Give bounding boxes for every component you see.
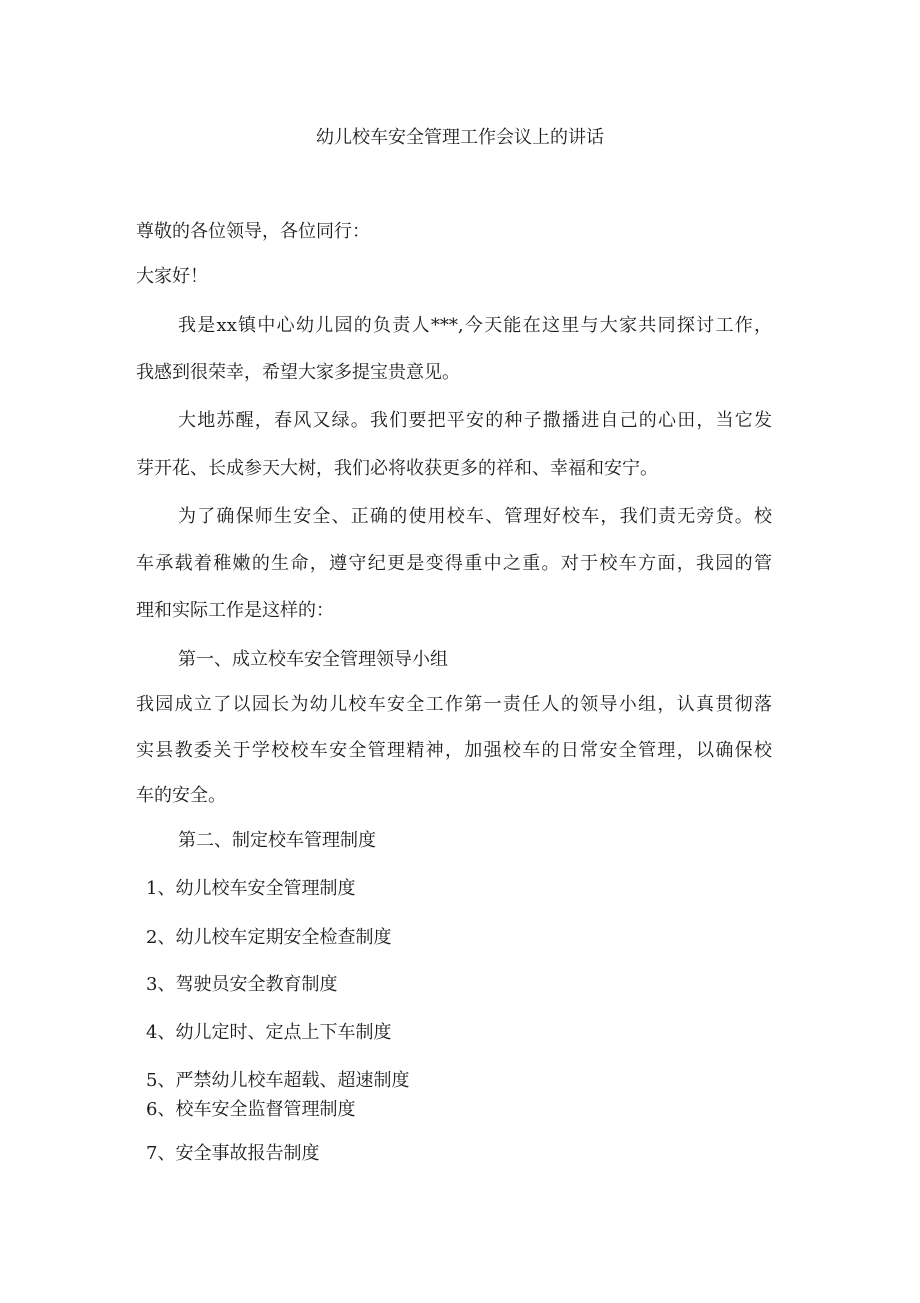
list-item: 7、安全事故报告制度 [146, 1143, 320, 1164]
paragraph-2-line-2: 芽开花、长成参天大树，我们必将收获更多的祥和、幸福和安宁。 [136, 458, 658, 479]
greeting: 大家好！ [136, 266, 208, 287]
list-item: 3、驾驶员安全教育制度 [146, 974, 338, 995]
paragraph-3-line-3: 理和实际工作是这样的： [136, 600, 334, 621]
salutation: 尊敬的各位领导，各位同行： [136, 221, 370, 242]
section-2-heading: 第二、制定校车管理制度 [178, 830, 376, 851]
paragraph-3-line-2: 车承载着稚嫩的生命，遵守纪更是变得重中之重。对于校车方面，我园的管 [136, 553, 772, 574]
paragraph-1-line-1: 我是xx镇中心幼儿园的负责人***,今天能在这里与大家共同探讨工作， [178, 315, 772, 336]
section-1-line-3: 车的安全。 [136, 785, 226, 806]
section-1-line-2: 实县教委关于学校校车安全管理精神，加强校车的日常安全管理，以确保校 [136, 740, 772, 761]
list-item: 1、幼儿校车安全管理制度 [146, 878, 356, 899]
list-item: 6、校车安全监督管理制度 [146, 1099, 356, 1120]
paragraph-3-line-1: 为了确保师生安全、正确的使用校车、管理好校车，我们责无旁贷。校 [178, 506, 772, 527]
paragraph-2-line-1: 大地苏醒，春风又绿。我们要把平安的种子撒播进自己的心田，当它发 [178, 410, 772, 431]
list-item: 2、幼儿校车定期安全检查制度 [146, 927, 392, 948]
list-item: 4、幼儿定时、定点上下车制度 [146, 1022, 392, 1043]
section-1-line-1: 我园成立了以园长为幼儿校车安全工作第一责任人的领导小组，认真贯彻落 [136, 694, 772, 715]
document-title: 幼儿校车安全管理工作会议上的讲话 [316, 127, 604, 148]
section-1-heading: 第一、成立校车安全管理领导小组 [178, 649, 448, 670]
list-item: 5、严禁幼儿校车超载、超速制度 [146, 1070, 410, 1091]
paragraph-1-line-2: 我感到很荣幸，希望大家多提宝贵意见。 [136, 362, 460, 383]
